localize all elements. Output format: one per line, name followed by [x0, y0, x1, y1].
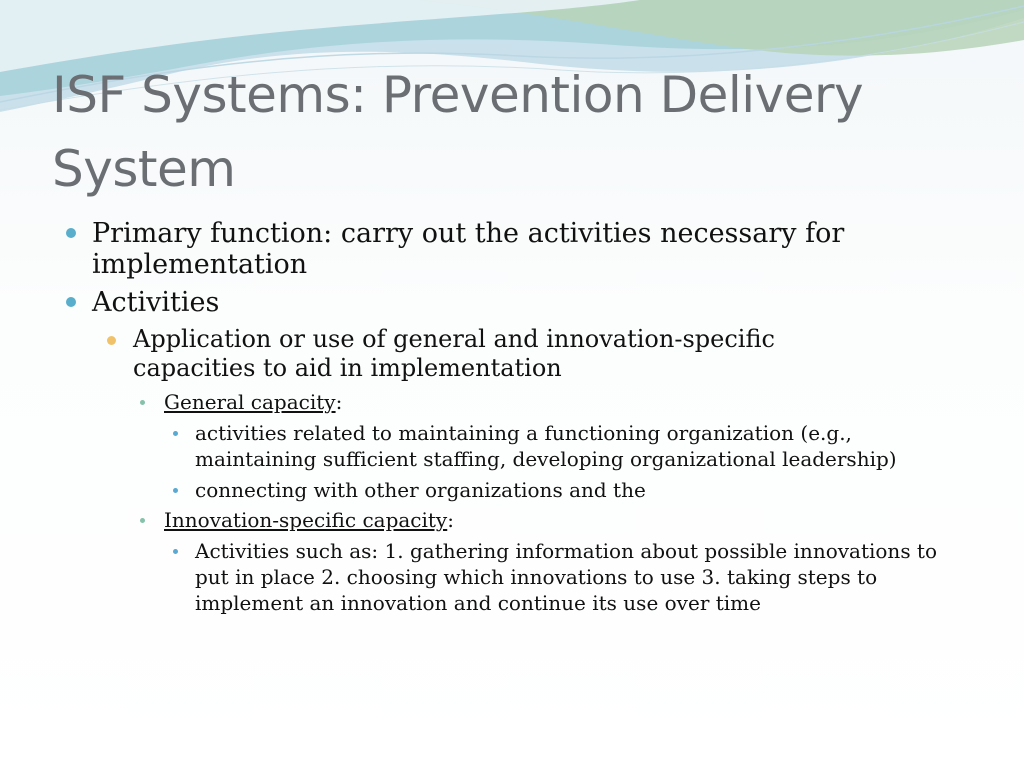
bullet-general-capacity: [164, 389, 924, 415]
bullet-general-capacity-item-1: [195, 420, 965, 472]
bullet-application-capacities: [133, 325, 893, 383]
bullet-text: activities related to maintaining a functioning organization (e.g., maintaining sufficient staffing, developing organizational leadership): [195, 421, 897, 471]
bullet-dot-icon: [66, 297, 76, 307]
bullet-innovation-specific-capacity: [164, 507, 924, 533]
general-capacity-colon: :: [335, 390, 343, 414]
bullet-general-capacity-item-2: [195, 477, 965, 503]
bullet-text: Primary function: carry out the activities necessary for implementation: [92, 218, 845, 280]
bullet-text: connecting with other organizations and the: [195, 478, 646, 502]
bullet-text: Activities: [92, 287, 220, 318]
bullet-primary-function: [92, 218, 912, 280]
innovation-capacity-colon: :: [447, 508, 454, 532]
innovation-capacity-label: Innovation-specific capacity: [164, 508, 448, 532]
bullet-text: Activities such as: 1. gathering information about possible innovations to put in place 2. choosing which innovations to use 3. taking steps to implement an innovation and continue its use over time: [195, 539, 938, 615]
bullet-dot-icon: [173, 488, 178, 493]
bullet-dot-icon: [173, 549, 178, 554]
bullet-dot-icon: [66, 228, 76, 238]
slide-title: ISF Systems: Prevention Delivery System: [52, 66, 864, 198]
bullet-dot-icon: [173, 431, 178, 436]
bullet-dot-icon: [140, 518, 145, 523]
bullet-innovation-capacity-item-1: [195, 538, 965, 616]
slide-content: [0, 218, 1024, 619]
bullet-dot-icon: [140, 400, 145, 405]
bullet-text: Application or use of general and innovation-specific capacities to aid in implementation: [133, 325, 775, 382]
bullet-dot-icon: [107, 336, 116, 345]
bullet-activities: [92, 287, 912, 318]
general-capacity-label: General capacity: [164, 390, 336, 414]
